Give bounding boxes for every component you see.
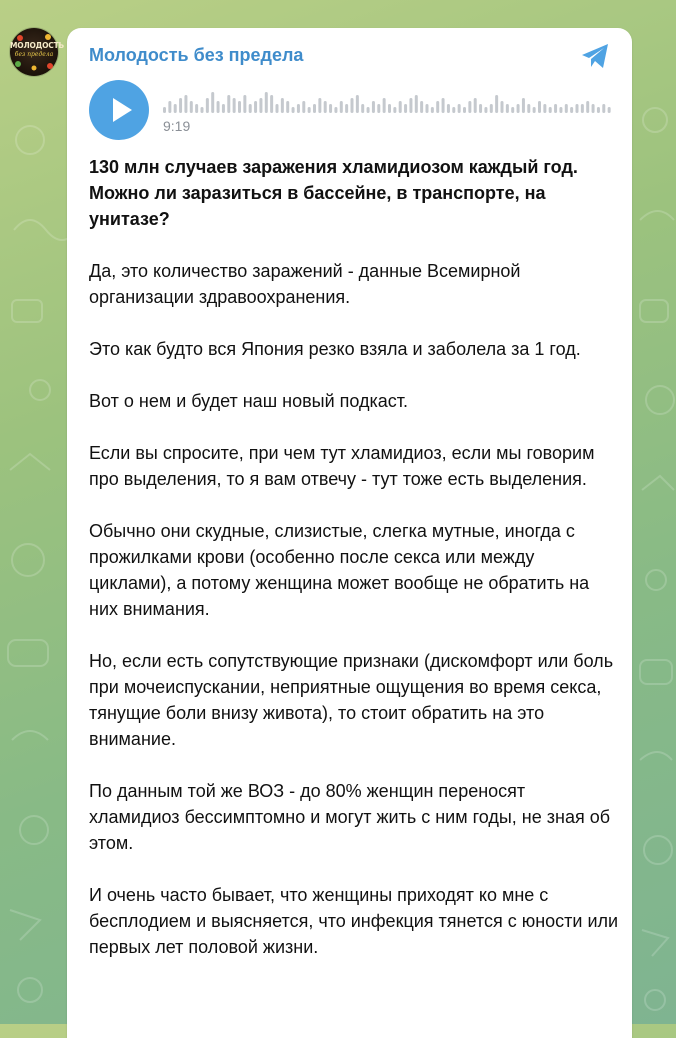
waveform-bar	[217, 101, 220, 113]
waveform-bar	[302, 101, 305, 113]
telegram-share-icon[interactable]	[579, 40, 611, 72]
waveform-bar	[190, 101, 193, 113]
waveform-bar	[458, 104, 461, 113]
waveform-bar	[254, 101, 257, 113]
waveform-bar	[286, 101, 289, 113]
waveform-bar	[179, 98, 182, 113]
message-paragraph: Да, это количество заражений - данные Всемирной организации здравоохранения.	[89, 261, 521, 307]
message-paragraph: Но, если есть сопутствующие признаки (дискомфорт или боль при мочеиспускании, неприятные ощущения во время секса, тянущие боли внизу живота), то стоит обратить на это внимание.	[89, 651, 614, 749]
message-paragraph: По данным той же ВОЗ - до 80% женщин переносят хламидиоз бессимптомно и могут жить с ним годы, не зная об этом.	[89, 781, 611, 853]
waveform-bar	[313, 104, 316, 113]
waveform-bar	[442, 98, 445, 113]
waveform-bar	[415, 95, 418, 113]
waveform-bar	[484, 107, 487, 113]
waveform-bar	[243, 95, 246, 113]
waveform-bar	[281, 98, 284, 113]
waveform-bar	[238, 101, 241, 113]
waveform-bar	[538, 101, 541, 113]
message-paragraph: Это как будто вся Япония резко взяла и заболела за 1 год.	[89, 339, 581, 359]
waveform-bar	[474, 98, 477, 113]
waveform-bar	[495, 95, 498, 113]
waveform-bar	[479, 104, 482, 113]
waveform-bar	[576, 104, 579, 113]
waveform-bar	[468, 101, 471, 113]
waveform-bar	[527, 104, 530, 113]
channel-name[interactable]: Молодость без предела	[89, 45, 304, 65]
message-paragraph: Обычно они скудные, слизистые, слегка мутные, иногда с прожилками крови (особенно после секса или между циклами), а потому женщина может вообще не обратить на них внимания.	[89, 521, 590, 619]
waveform-bar	[174, 104, 177, 113]
waveform-bar	[490, 104, 493, 113]
waveform-bar	[265, 92, 268, 113]
waveform-bar	[292, 107, 295, 113]
waveform-bar	[602, 104, 605, 113]
waveform-bar	[206, 98, 209, 113]
waveform-bar	[393, 107, 396, 113]
waveform-bar	[334, 107, 337, 113]
message-paragraph: Вот о нем и будет наш новый подкаст.	[89, 391, 409, 411]
waveform-bar	[447, 104, 450, 113]
waveform-bar	[345, 104, 348, 113]
waveform-bar	[168, 101, 171, 113]
waveform-bar	[297, 104, 300, 113]
waveform-bar	[554, 104, 557, 113]
waveform-bar	[586, 101, 589, 113]
waveform-bar	[436, 101, 439, 113]
waveform-bar	[452, 107, 455, 113]
channel-avatar[interactable]	[10, 28, 65, 76]
waveform-bar	[420, 101, 423, 113]
waveform-bar	[318, 98, 321, 113]
voice-duration: 9:19	[163, 118, 191, 134]
waveform-bar	[361, 104, 364, 113]
waveform-bar	[592, 104, 595, 113]
waveform-bar	[308, 107, 311, 113]
avatar-logo-subtitle: без предела	[14, 51, 54, 58]
waveform-bar	[211, 92, 214, 113]
waveform-bar	[377, 104, 380, 113]
waveform-bar	[351, 98, 354, 113]
waveform-bar	[270, 95, 273, 113]
avatar-logo-title: МОЛОДОСТЬ	[10, 41, 65, 50]
waveform-bar	[501, 101, 504, 113]
waveform-bar	[372, 101, 375, 113]
waveform-bar	[367, 107, 370, 113]
waveform-bar	[570, 107, 573, 113]
waveform-bar	[559, 107, 562, 113]
waveform-bar	[340, 101, 343, 113]
waveform-bar	[249, 104, 252, 113]
waveform-bar	[608, 107, 611, 113]
waveform-bar	[195, 104, 198, 113]
waveform-bar	[431, 107, 434, 113]
waveform-bar	[356, 95, 359, 113]
waveform-bar	[383, 98, 386, 113]
waveform-bar	[404, 104, 407, 113]
message-bubble	[67, 28, 632, 1038]
message-paragraph: И очень часто бывает, что женщины приходят ко мне с бесплодием и выясняется, что инфекция тянется с юности или первых лет половой жизни.	[89, 885, 619, 957]
waveform-bar	[426, 104, 429, 113]
waveform-bar	[522, 98, 525, 113]
message-text	[89, 154, 619, 986]
waveform-bar	[533, 107, 536, 113]
message-paragraph: Если вы спросите, при чем тут хламидиоз, если мы говорим про выделения, то я вам отвечу - тут тоже есть выделения.	[89, 443, 595, 489]
waveform-bar	[463, 107, 466, 113]
waveform-bar	[276, 104, 279, 113]
waveform-bar	[409, 98, 412, 113]
waveform-bar	[163, 107, 166, 113]
waveform-bar	[227, 95, 230, 113]
waveform-bar	[581, 104, 584, 113]
waveform-bar	[517, 104, 520, 113]
waveform-bar	[597, 107, 600, 113]
waveform-bar	[222, 104, 225, 113]
waveform-bar	[549, 107, 552, 113]
waveform-bar	[511, 107, 514, 113]
waveform-bar	[565, 104, 568, 113]
message-title: 130 млн случаев заражения хламидиозом каждый год. Можно ли заразиться в бассейне, в транспорте, на унитазе?	[89, 157, 578, 229]
waveform-bar	[543, 104, 546, 113]
waveform-bar	[329, 104, 332, 113]
waveform-bar	[233, 98, 236, 113]
waveform-bar	[184, 95, 187, 113]
play-icon	[89, 80, 149, 140]
voice-play-button[interactable]	[89, 80, 149, 140]
waveform-bar	[506, 104, 509, 113]
waveform-bar	[201, 107, 204, 113]
waveform-bar	[399, 101, 402, 113]
waveform-bar	[259, 98, 262, 113]
voice-waveform[interactable]	[163, 91, 613, 113]
waveform-bar	[324, 101, 327, 113]
waveform-bar	[388, 104, 391, 113]
